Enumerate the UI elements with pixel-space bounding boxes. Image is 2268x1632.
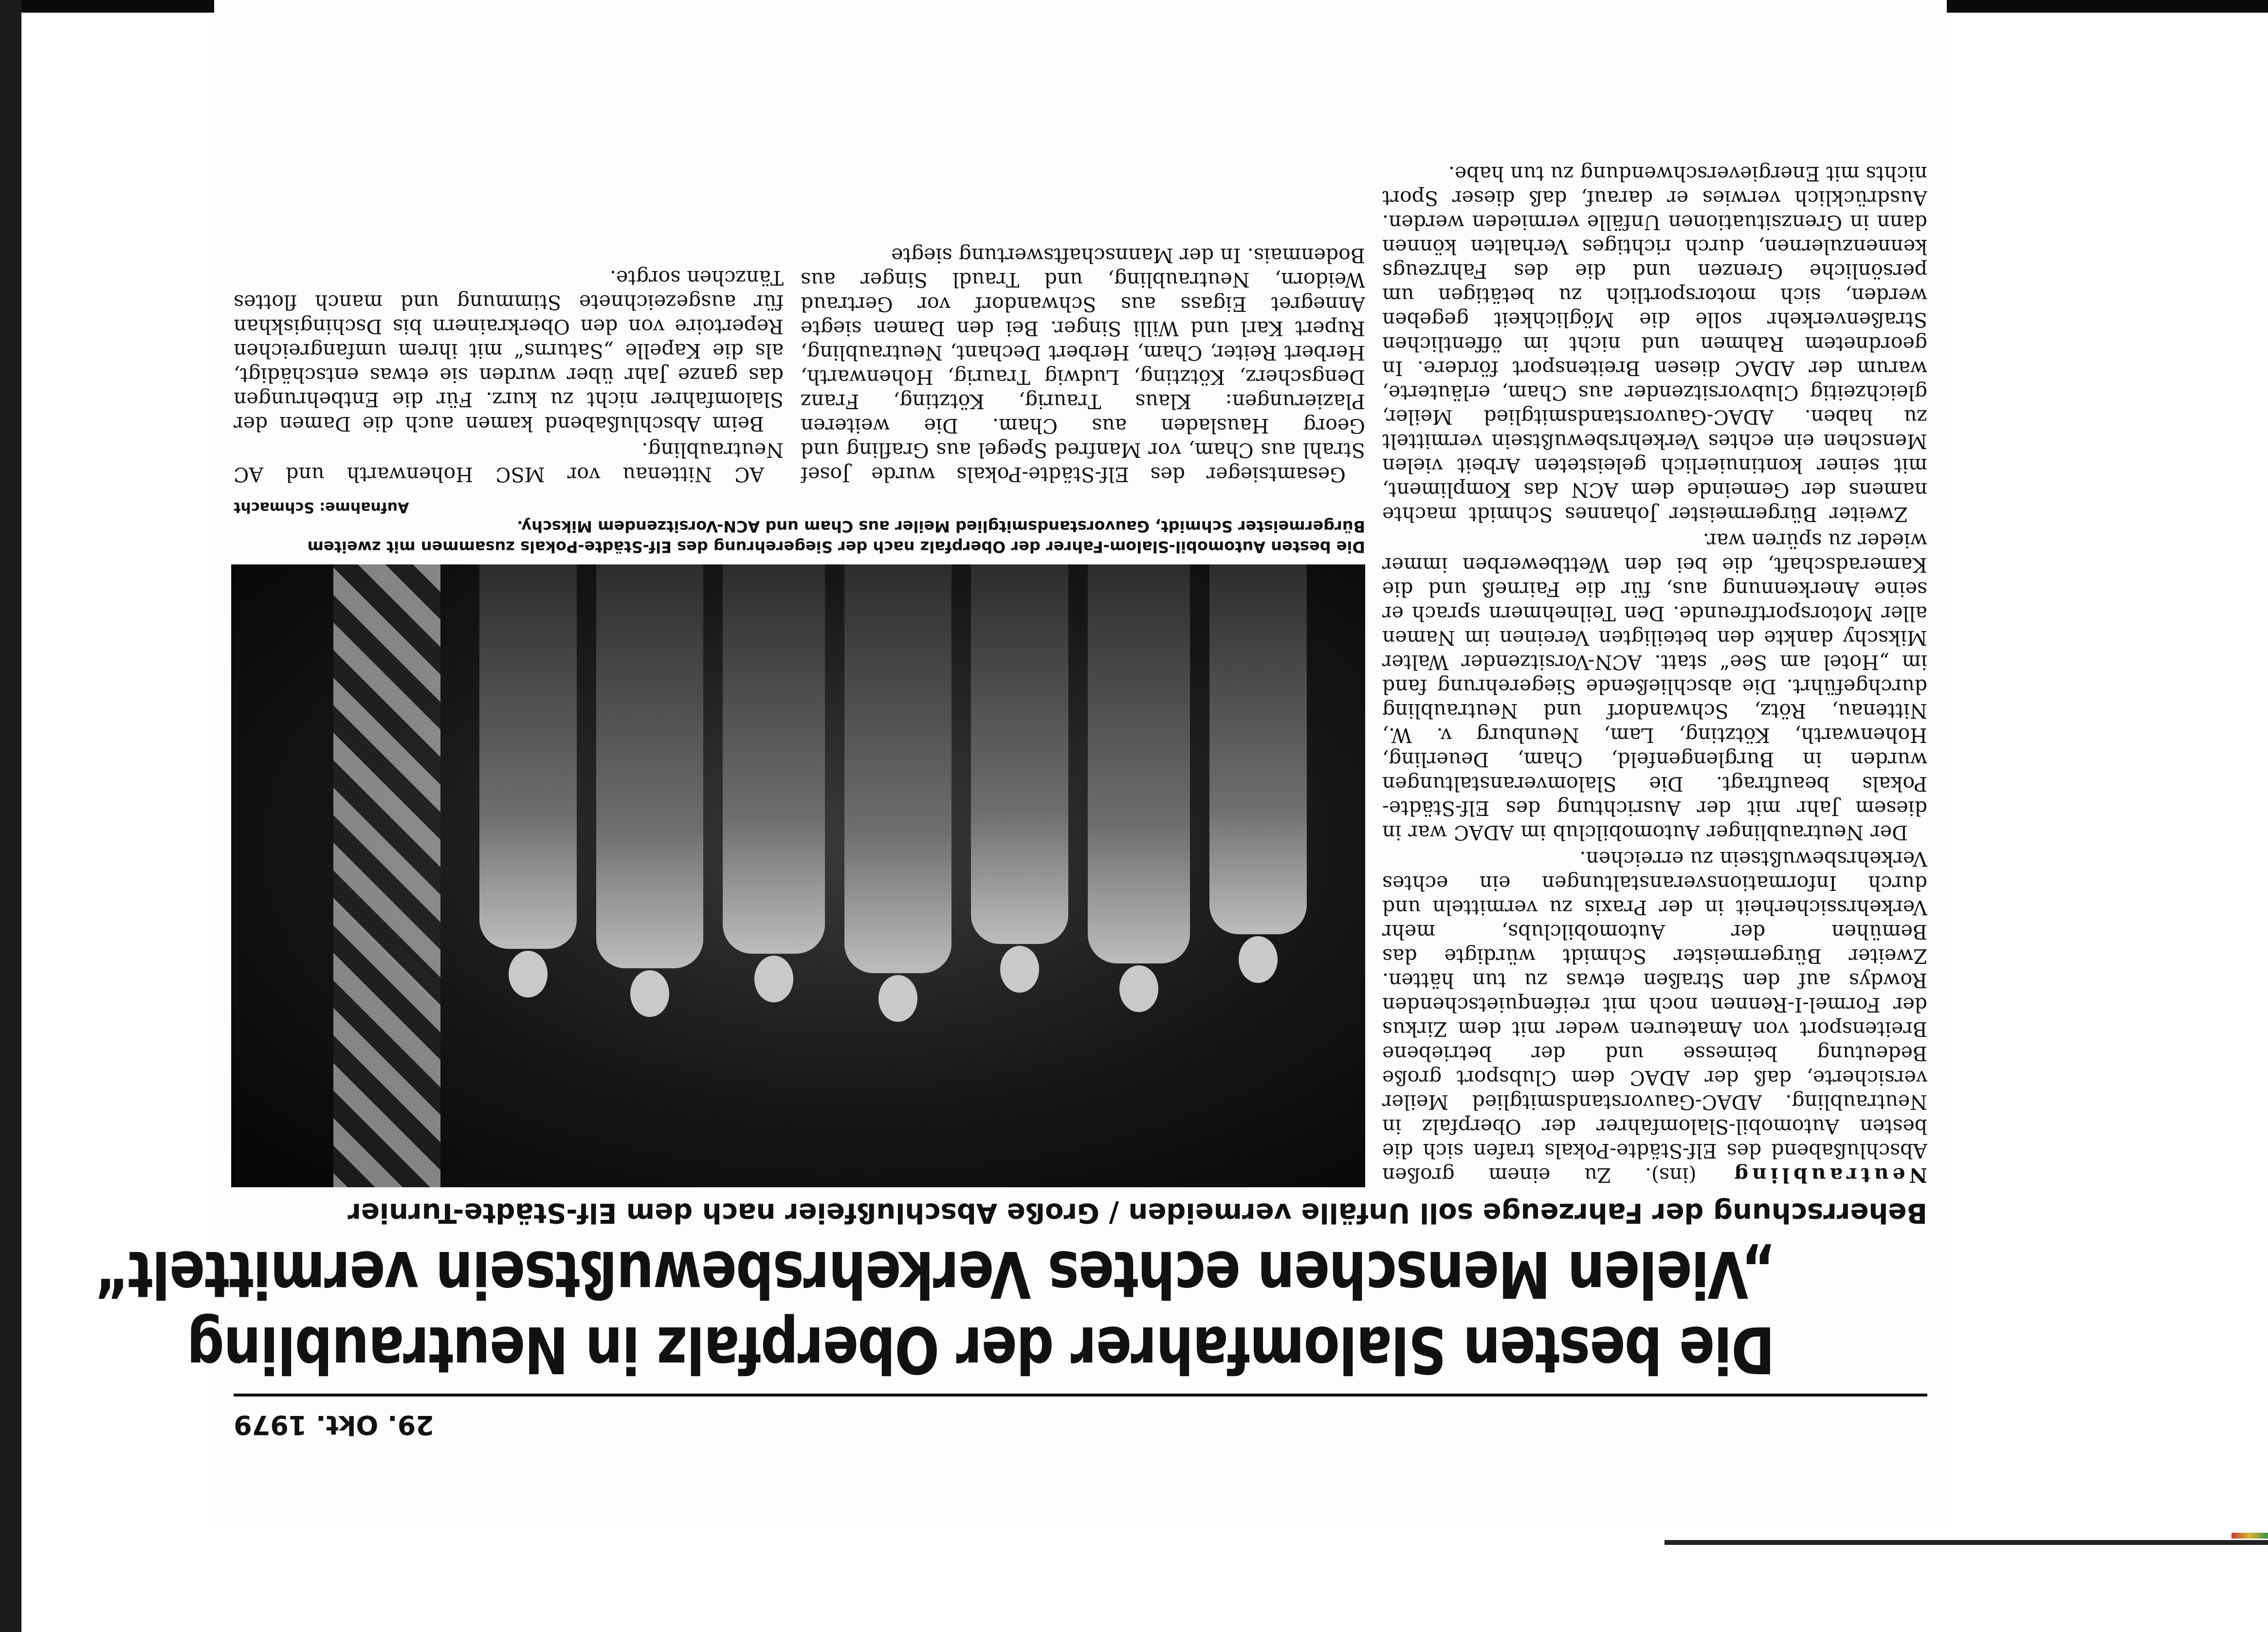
headline-line-2: „Vielen Menschen echtes Verkehrsbewußtsein vermittelt“ [94,1236,1775,1311]
article-paragraph: AC Nittenau vor MSC Hohenwarth und AC Neutraubling. [234,438,784,486]
article-paragraph: Beim Abschlußabend kamen auch die Damen der Slalomfahrer nicht zu kurz. Für die Entbehrungen das ganze Jahr über wurden sie etwas entschädigt, als die Kapelle „Saturns“ mit ihrem umfangreichen Repertoire von den Oberkrainern bis Dschingiskhan für ausgezeichnete Stimmung und manch flottes Tänzchen sorgte. [234,266,784,435]
photo-credit: Aufnahme: Schmacht [234,499,409,516]
photo-head [1239,936,1278,983]
scan-border-left [0,0,21,1632]
photo-head [1119,965,1158,1012]
article-dateline: Neutraubling [1730,1163,1927,1187]
scan-edge-line [1664,1540,2268,1545]
date-rule [234,1394,1927,1396]
photo-head [878,975,917,1022]
publication-date: 29. Okt. 1979 [234,1410,434,1440]
article-paragraph: Neutraubling (ins). Zu einem großen Abschlußabend des Elf-Städte-Pokals trafen sich die besten Automobil-Slalomfahrer der Oberpfalz in Neutraubling. ADAC-Gauvorstandsmitglied Meiler versicherte, daß der ADAC dem Clubsport große Bedeutung beimesse und der betriebene Breitensport von Amateuren weder mit dem Zirkus der Formel-I-Rennen noch mit reifenquietschenden Rowdys auf den Straßen etwas zu tun hätten. Zweiter Bürgermeister Schmidt würdigte das Bemühen der Automobilclubs, mehr Verkehrssicherheit in der Praxis zu vermitteln und durch Informationsveranstaltungen ein echtes Verkehrsbewußtsein zu erreichen. [1382,847,1927,1187]
event-photo [231,564,1365,1187]
photo-person [479,564,577,949]
photo-head [509,951,548,997]
headline-line-1: Die besten Slalomfahrer der Oberpfalz in Neutraubling [187,1312,1775,1387]
photo-person [1088,564,1190,963]
photo-head [1000,946,1039,993]
photo-person [971,564,1068,944]
scan-color-strip [2231,1533,2268,1539]
article-column-1 [1382,10,1927,1187]
photo-head [754,956,793,1002]
newspaper-clipping [94,0,1947,1528]
subheadline: Beherrschung der Fahrzeuge soll Unfälle vermeiden / Große Abschlußfeier nach dem Elf-Städte-Turnier [348,1197,1927,1229]
photo-person [1209,564,1307,934]
article-column-2 [801,10,1365,487]
bavarian-flag-pattern [333,564,440,1187]
photo-head [630,970,669,1017]
photo-person [723,564,825,954]
article-paragraph: Der Neutraublinger Automobilclub im ADAC war in diesem Jahr mit der Ausrichtung des Elf-Städte-Pokals beauftragt. Die Slalomveranstaltungen wurden in Burglengenfeld, Cham, Deuerling, Hohenwarth, Kötzting, Lam, Neunburg v. W., Nittenau, Rötz, Schwandorf und Neutraubling durchgeführt. Die abschließende Siegerehrung fand im „Hotel am See“ statt. ACN-Vorsitzender Walter Mikschy dankte den beteiligten Vereinen im Namen aller Motorsportfreunde. Den Teilnehmern sprach er seine Anerkennung aus, für die Fairneß und die Kameradschaft, die bei den Wettbewerben immer wieder zu spüren war. [1382,529,1927,844]
article-paragraph: Gesamtsieger des Elf-Städte-Pokals wurde Josef Strahl aus Cham, vor Manfred Spegel aus Grafling und Georg Hausladen aus Cham. Die weiteren Plazierungen: Klaus Traurig, Kötzting, Franz Dengscherz, Kötzting, Ludwig Traurig, Hohenwarth, Herbert Reiter, Cham, Herbert Dechant, Neutraubling, Rupert Karl und Willi Singer. Bei den Damen siegte Annegret Eigass aus Schwandorf vor Gertraud Weidorn, Neutraubling, und Traudl Singer aus Bodenmais. In der Mannschaftswertung siegte [801,244,1365,486]
photo-caption: Die besten Automobil-Slalom-Fahrer der Oberpfalz nach der Siegerehrung des Elf-Städte-Pokals zusammen mit zweitem Bürgermeister Schmidt, Gauvorstandsmitglied Meiler aus Cham und ACN-Vorsitzendem Mikschy. [307,517,1365,556]
article-paragraph: Zweiter Bürgermeister Johannes Schmidt machte namens der Gemeinde dem ACN das Kompliment, mit seiner kontinuierlich geleisteten Arbeit vielen Menschen ein echtes Verkehrsbewußtsein vermittelt zu haben. ADAC-Gauvorstandsmitglied Meiler, gleichzeitig Clubvorsitzender aus Cham, erläuterte, warum der ADAC diesen Breitensport fördere. In geordnetem Rahmen und nicht im öffentlichen Straßenverkehr solle die Möglichkeit gegeben werden, sich motorsportlich zu betätigen um persönliche Grenzen und die des Fahrzeugs kennenzulernen, durch richtiges Verhalten können dann in Grenzsituationen Unfälle vermieden werden. Ausdrücklich verwies er darauf, daß dieser Sport nichts mit Energieverschwendung zu tun habe. [1382,162,1927,526]
photo-person [844,564,951,973]
article-column-3 [234,10,784,487]
photo-person [596,564,703,968]
